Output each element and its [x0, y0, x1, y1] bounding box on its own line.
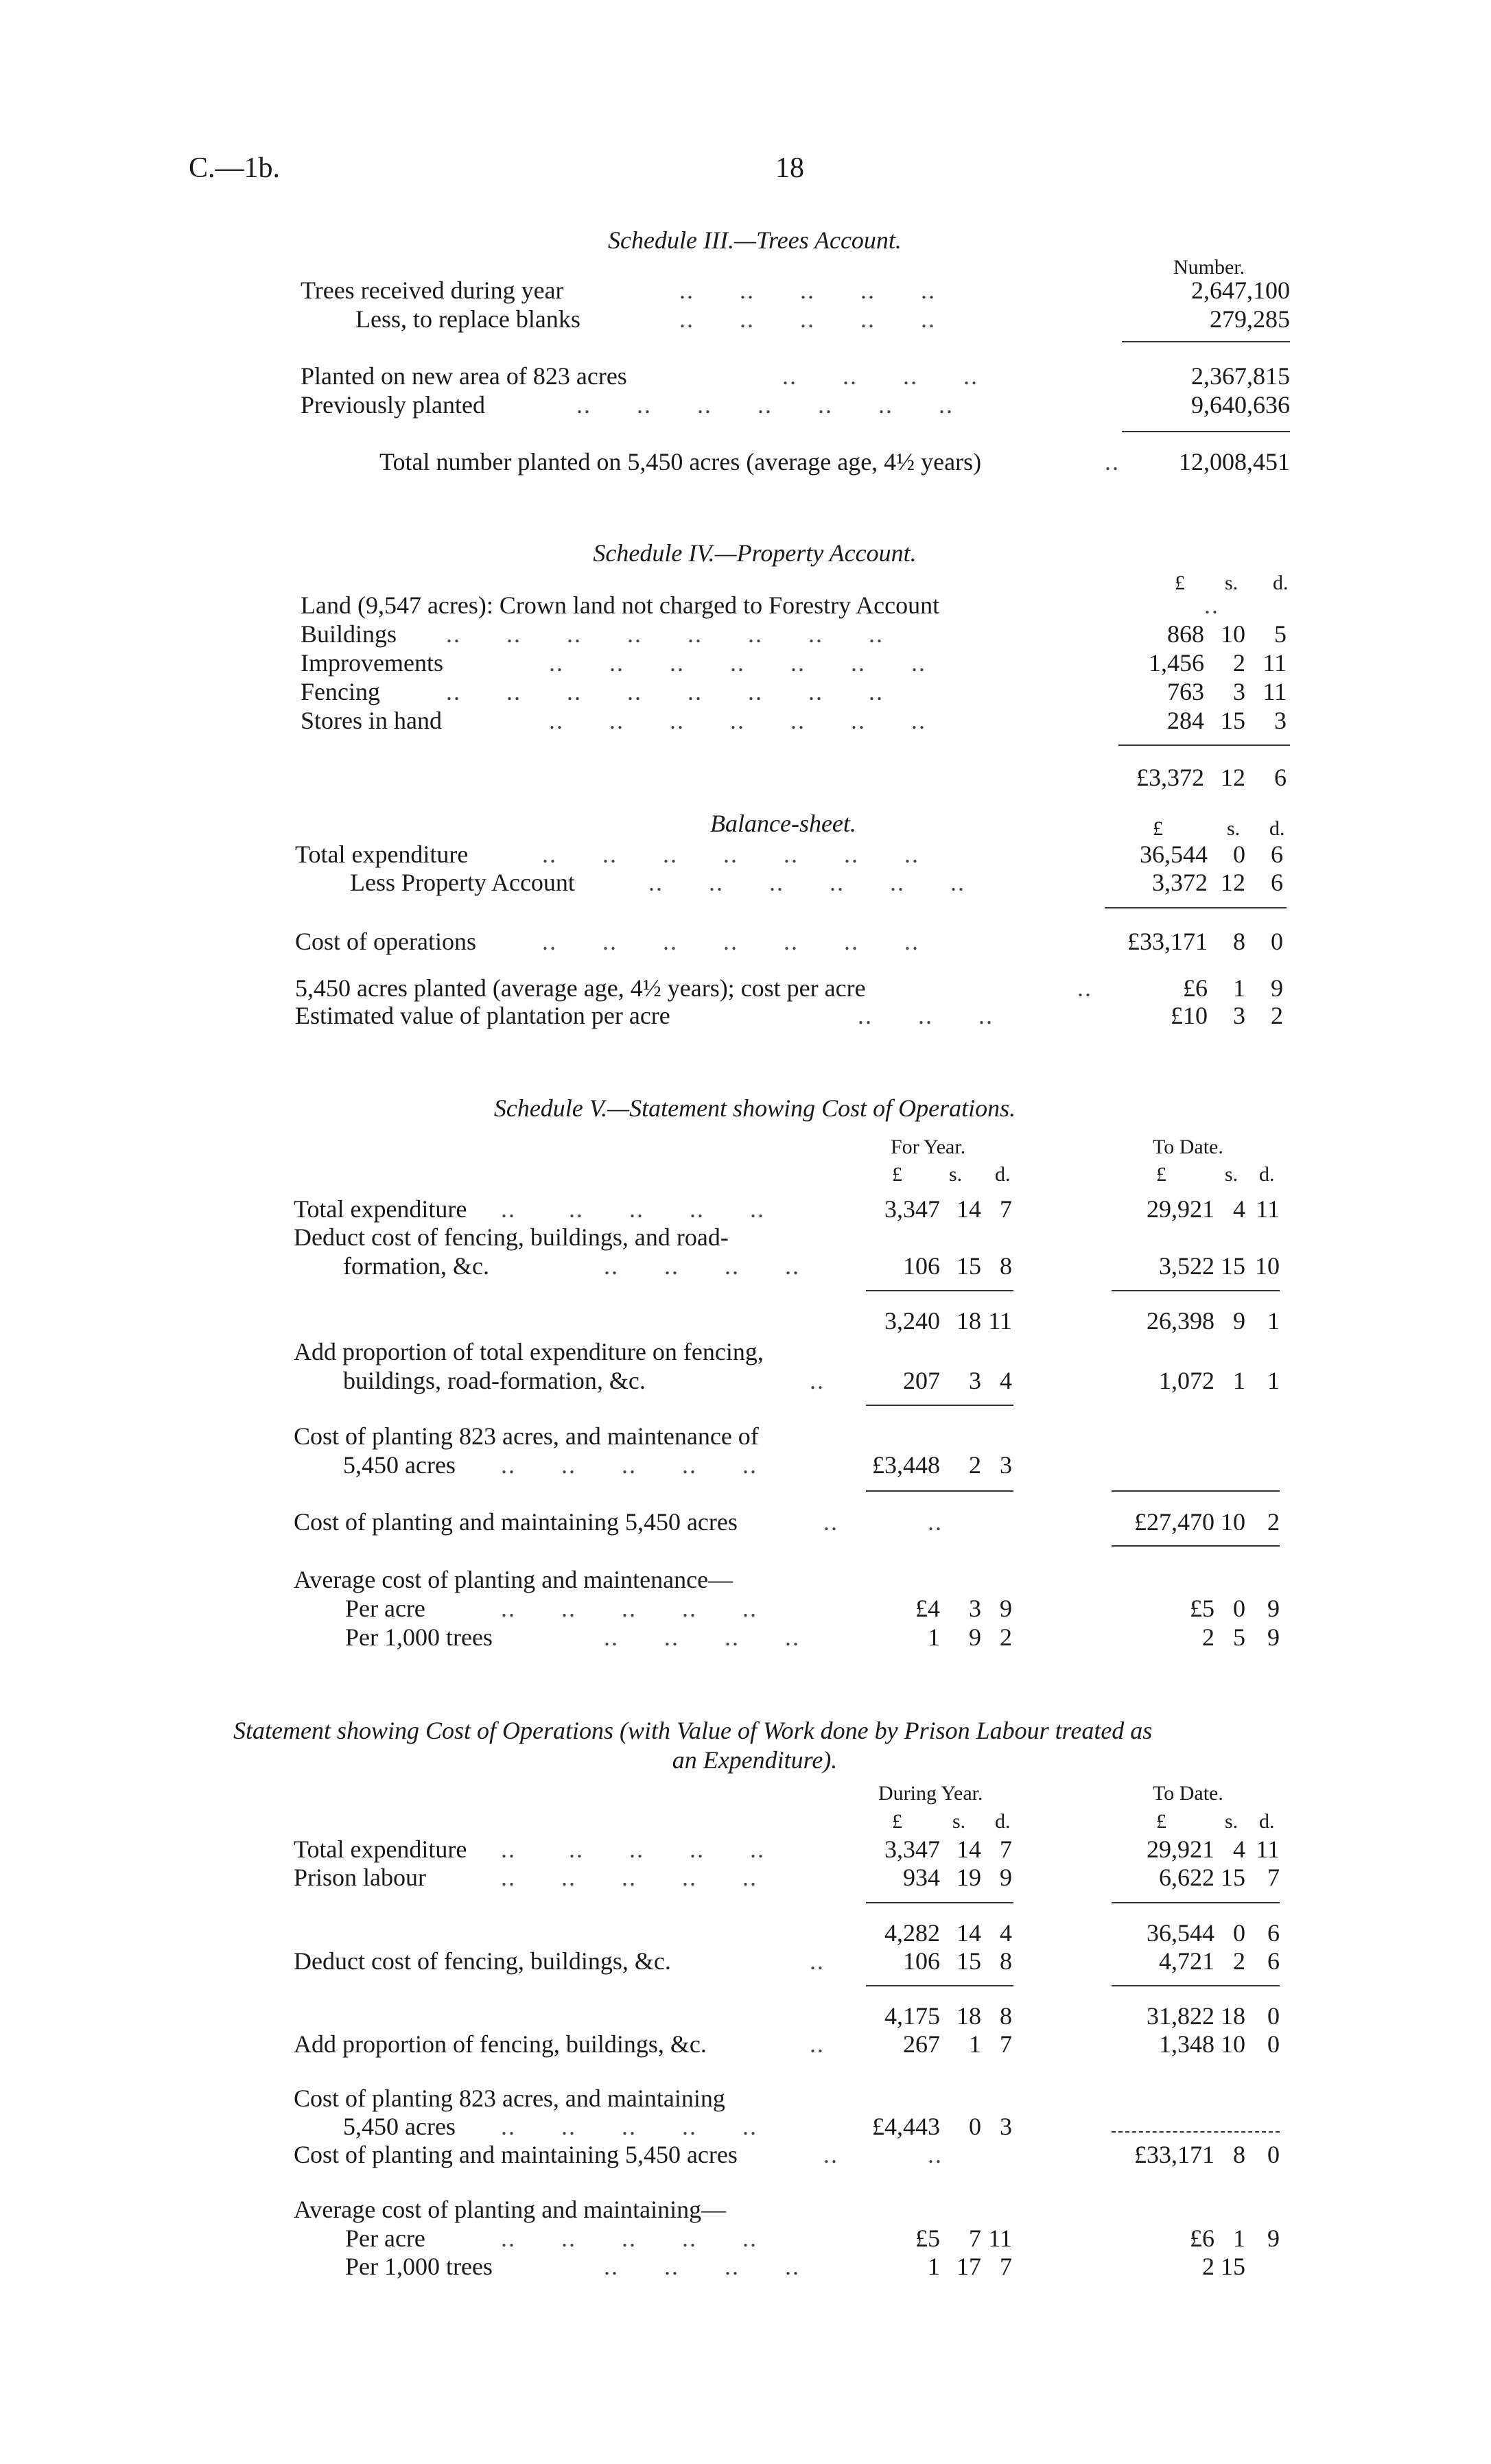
bs-pounds: 3,372: [1152, 869, 1208, 896]
s4-shillings: 3: [1233, 678, 1245, 705]
s4-pence: 3: [1274, 707, 1287, 734]
s5-date-shillings: 0: [1233, 1595, 1245, 1622]
leader-dots: ..: [810, 2030, 825, 2058]
bs-row-label: 5,450 acres planted (average age, 4½ years); cost per acre: [295, 974, 866, 1002]
s6-date-shillings: 2: [1233, 1947, 1245, 1975]
s6-year-shillings: 18: [956, 2002, 981, 2030]
leader-dots: .. .. .. ..: [782, 362, 978, 390]
s3-total-value: 12,008,451: [1179, 448, 1290, 476]
s4-row-label: Buildings: [301, 620, 397, 648]
s5-year-shillings: 9: [969, 1623, 981, 1651]
s4-pence: 11: [1263, 678, 1287, 705]
s4-total-pence: 6: [1274, 764, 1287, 791]
s6-row-label: Cost of planting and maintaining 5,450 acres: [294, 2141, 738, 2168]
s6-year-pounds: 106: [903, 1947, 940, 1975]
s5-date-pence: 9: [1267, 1623, 1280, 1651]
s5-row-label: Cost of planting and maintaining 5,450 acres: [294, 1508, 738, 1536]
s6-date-pounds: £33,171: [1134, 2141, 1214, 2168]
s4-shillings: 15: [1221, 707, 1245, 734]
s5-row-label: Per acre: [345, 1595, 425, 1622]
page-number: 18: [775, 152, 804, 184]
s6-year-shillings: 14: [956, 1919, 981, 1947]
s4-col-pound: £: [1175, 572, 1185, 594]
s6-row-label: Prison labour: [294, 1864, 426, 1891]
s5-year-pence: 7: [1000, 1195, 1012, 1223]
s6-date-pounds: 29,921: [1147, 1835, 1214, 1863]
s5-date-shillings: 9: [1233, 1307, 1245, 1335]
schedule-4-title: Schedule IV.—Property Account.: [593, 539, 917, 567]
s5-date-pence: d.: [1259, 1163, 1275, 1186]
s6-row-label: Per acre: [345, 2225, 425, 2252]
leader-dots: .. .. .. .. ..: [501, 1864, 758, 1891]
s5-date-pence: 2: [1267, 1508, 1280, 1536]
leader-dots: ..: [810, 1367, 825, 1394]
s6-year-pence: 7: [1000, 2030, 1012, 2058]
leader-dots: .. .. .. .. .. .. .. ..: [446, 620, 884, 648]
s5-year-pence: 4: [1000, 1367, 1012, 1394]
s5-year-pounds: £4: [915, 1595, 940, 1622]
s4-pounds: 1,456: [1149, 649, 1204, 677]
bs-row-label: Estimated value of plantation per acre: [295, 1002, 670, 1029]
s6-year-shillings: 14: [956, 1835, 981, 1863]
s6-row-label: Cost of planting 823 acres, and maintaining: [294, 2085, 725, 2112]
s5-year-pence: 8: [1000, 1252, 1012, 1280]
s6-year-pence: 8: [1000, 1947, 1012, 1975]
s5-row-label: Cost of planting 823 acres, and maintenance of: [294, 1422, 759, 1450]
s5-year-pound: £: [892, 1163, 902, 1186]
s5-date-shillings: 10: [1221, 1508, 1245, 1536]
s5-year-shillings: s.: [949, 1163, 963, 1186]
s5-row-label: Per 1,000 trees: [345, 1623, 493, 1651]
bs-pence: 9: [1271, 974, 1283, 1002]
s5-year-shillings: 15: [956, 1252, 981, 1280]
s6-date-shillings: 0: [1233, 1919, 1245, 1947]
s3-row-label: Less, to replace blanks: [355, 305, 580, 333]
sum-rule: [1112, 2131, 1280, 2133]
s5-year-shillings: 3: [969, 1367, 981, 1394]
sum-rule: [866, 1490, 1013, 1492]
s5-row-label-cont: buildings, road-formation, &c.: [343, 1367, 646, 1394]
s3-number-header: Number.: [1173, 256, 1245, 279]
sum-rule: [1112, 1902, 1280, 1903]
s6-year-pounds: 1: [928, 2253, 940, 2280]
s5-year-pence: 9: [1000, 1595, 1012, 1622]
s5-date-pound: £: [1156, 1163, 1166, 1186]
bs-pounds: 36,544: [1140, 841, 1208, 868]
s5-year-pounds: 207: [903, 1367, 940, 1394]
s5-date-shillings: 15: [1221, 1252, 1245, 1280]
s6-date-pounds: £6: [1190, 2225, 1214, 2252]
s5-date-pence: 11: [1256, 1195, 1280, 1223]
s5-col-to-date: To Date.: [1153, 1136, 1223, 1158]
leader-dots: .. .. .. .. .. .. ..: [549, 649, 926, 677]
leader-dots: ..: [810, 1947, 825, 1975]
s6-year-shillings: 17: [956, 2253, 981, 2280]
s5-row-label: Add proportion of total expenditure on fencing,: [294, 1338, 764, 1365]
s6-row-label-cont: 5,450 acres: [343, 2113, 456, 2140]
s6-year-shillings: 15: [956, 1947, 981, 1975]
s6-year-pence: 7: [1000, 1835, 1012, 1863]
s5-date-pounds: 2: [1202, 1623, 1214, 1651]
bs-col-pence: d.: [1269, 817, 1285, 840]
s6-year-shillings: 19: [956, 1864, 981, 1891]
s6-date-shillings: 15: [1221, 1864, 1245, 1891]
bs-row-label: Cost of operations: [295, 928, 476, 955]
s6-date-shillings: 1: [1233, 2225, 1245, 2252]
s3-row-label: Planted on new area of 823 acres: [301, 362, 627, 390]
s5-year-shillings: 3: [969, 1595, 981, 1622]
s5-date-pence: 10: [1255, 1252, 1280, 1280]
s5-year-shillings: 18: [956, 1307, 981, 1335]
sum-rule: [866, 1290, 1013, 1291]
s4-pounds: 763: [1167, 678, 1204, 705]
leader-dots: .. .. .. .. .. .. ..: [576, 391, 954, 419]
s5-row-label: Total expenditure: [294, 1195, 467, 1223]
s4-pence: 11: [1263, 649, 1287, 677]
bs-pence: 6: [1271, 869, 1283, 896]
s6-year-pence: d.: [995, 1810, 1011, 1833]
s6-row-label: Add proportion of fencing, buildings, &c.: [294, 2030, 707, 2058]
s6-date-pence: 0: [1267, 2002, 1280, 2030]
s6-year-pence: 8: [1000, 2002, 1012, 2030]
s6-year-pence: 9: [1000, 1864, 1012, 1891]
s5-year-pence: 11: [988, 1307, 1012, 1335]
s6-year-pence: 11: [988, 2225, 1012, 2252]
s5-year-pounds: 3,347: [884, 1195, 940, 1223]
s5-date-pounds: £27,470: [1134, 1508, 1214, 1536]
leader-dots: .. .. .. .. .. .. ..: [542, 928, 919, 955]
s6-year-pence: 3: [1000, 2113, 1012, 2140]
s6-date-shillings: 18: [1221, 2002, 1245, 2030]
s6-date-pounds: 36,544: [1147, 1919, 1214, 1947]
s6-year-pounds: 267: [903, 2030, 940, 2058]
schedule-3-title: Schedule III.—Trees Account.: [608, 226, 902, 254]
sum-rule: [866, 1902, 1013, 1903]
s5-date-pence: 1: [1267, 1367, 1280, 1394]
leader-dots: ..: [1105, 448, 1120, 476]
s5-date-shillings: s.: [1225, 1163, 1238, 1186]
page-reference: C.—1b.: [189, 152, 281, 184]
leader-dots: .. .. .. .. .. ..: [648, 869, 965, 896]
s5-col-for-year: For Year.: [891, 1136, 966, 1158]
s5-row-label: Deduct cost of fencing, buildings, and road-: [294, 1223, 729, 1251]
s5-date-pence: 9: [1267, 1595, 1280, 1622]
sum-rule: [866, 1405, 1013, 1406]
leader-dots: .. .. .. ..: [604, 1252, 800, 1280]
s5-year-shillings: 2: [969, 1451, 981, 1479]
bs-shillings: 3: [1233, 1002, 1245, 1029]
s4-pounds: 868: [1167, 620, 1204, 648]
s3-row-value: 2,647,100: [1191, 277, 1290, 304]
s6-year-pounds: 934: [903, 1864, 940, 1891]
s3-row-value: 9,640,636: [1191, 391, 1290, 419]
s5-year-pence: d.: [995, 1163, 1011, 1186]
bs-pounds: £33,171: [1127, 928, 1208, 955]
s4-pence: 5: [1274, 620, 1287, 648]
s6-year-pounds: £5: [915, 2225, 940, 2252]
year-placeholder-dots: ..: [928, 1508, 943, 1536]
s6-date-pounds: 4,721: [1159, 1947, 1214, 1975]
bs-pence: 2: [1271, 1002, 1283, 1029]
s6-date-shillings: 8: [1233, 2141, 1245, 2168]
s6-row-label: Average cost of planting and maintaining—: [294, 2196, 727, 2223]
s5-row-label-cont: 5,450 acres: [343, 1451, 456, 1479]
statement-title: Statement showing Cost of Operations (with Value of Work done by Prison Labour treated as: [233, 1717, 1153, 1744]
s3-row-value: 2,367,815: [1191, 362, 1290, 390]
s6-year-shillings: 0: [969, 2113, 981, 2140]
s5-year-pounds: £3,448: [872, 1451, 940, 1479]
s3-row-label: Previously planted: [301, 391, 485, 419]
s4-row-label: Fencing: [301, 678, 380, 705]
leader-dots: ..: [823, 1508, 838, 1536]
s4-pounds: 284: [1167, 707, 1204, 734]
sum-rule: [866, 1985, 1013, 1986]
sum-rule: [1105, 907, 1287, 908]
s6-date-pence: 0: [1267, 2141, 1280, 2168]
s6-date-shillings: s.: [1225, 1810, 1238, 1833]
s5-row-label-cont: formation, &c.: [343, 1252, 489, 1280]
s3-row-value: 279,285: [1210, 305, 1290, 333]
leader-dots: ..: [823, 2141, 838, 2168]
s5-date-pounds: £5: [1190, 1595, 1214, 1622]
s6-date-pence: 6: [1267, 1947, 1280, 1975]
bs-col-shillings: s.: [1227, 817, 1241, 840]
s6-date-shillings: 4: [1233, 1835, 1245, 1863]
sum-rule: [1112, 1290, 1280, 1291]
s5-date-pence: 1: [1267, 1307, 1280, 1335]
s6-year-pounds: £4,443: [872, 2113, 940, 2140]
s4-col-shillings: s.: [1225, 572, 1238, 594]
leader-dots: .. .. .. .. ..: [501, 1835, 765, 1863]
bs-pounds: £6: [1183, 974, 1208, 1002]
s5-date-pounds: 26,398: [1147, 1307, 1214, 1335]
leader-dots: .. .. .. .. .. .. ..: [542, 841, 919, 868]
leader-dots: .. .. .. ..: [604, 2253, 800, 2280]
s6-year-pound: £: [892, 1810, 902, 1833]
s6-date-pence: 11: [1256, 1835, 1280, 1863]
s4-row-label: Improvements: [301, 649, 443, 677]
bs-shillings: 1: [1233, 974, 1245, 1002]
balance-sheet-title: Balance-sheet.: [710, 810, 856, 837]
s6-date-pence: 6: [1267, 1919, 1280, 1947]
s6-date-pence: 9: [1267, 2225, 1280, 2252]
s6-year-pounds: 4,175: [884, 2002, 940, 2030]
s5-date-shillings: 1: [1233, 1367, 1245, 1394]
s5-date-pounds: 29,921: [1147, 1195, 1214, 1223]
s3-total-label: Total number planted on 5,450 acres (average age, 4½ years): [379, 448, 982, 476]
s6-row-label: Per 1,000 trees: [345, 2253, 493, 2280]
schedule-5-title: Schedule V.—Statement showing Cost of Operations.: [493, 1094, 1016, 1122]
leader-dots: .. .. .. .. .. .. .. ..: [446, 678, 884, 705]
sum-rule: [1122, 341, 1290, 342]
s5-date-shillings: 5: [1233, 1623, 1245, 1651]
s6-date-pounds: 2: [1202, 2253, 1214, 2280]
s5-year-shillings: 14: [956, 1195, 981, 1223]
s4-row-label: Stores in hand: [301, 707, 442, 734]
sum-rule: [1112, 1490, 1280, 1492]
s6-date-pence: d.: [1259, 1810, 1275, 1833]
s5-date-pounds: 3,522: [1159, 1252, 1214, 1280]
bs-pounds: £10: [1171, 1002, 1208, 1029]
s6-date-pence: 0: [1267, 2030, 1280, 2058]
s6-year-pence: 4: [1000, 1919, 1012, 1947]
leader-dots: .. .. .. .. .. .. ..: [549, 707, 926, 734]
s6-date-pence: 7: [1267, 1864, 1280, 1891]
sum-rule: [1112, 1545, 1280, 1547]
leader-dots: .. .. .. .. ..: [501, 2113, 758, 2140]
sum-rule: [1122, 431, 1290, 432]
leader-dots: .. .. .. ..: [604, 1623, 800, 1651]
bs-col-pound: £: [1153, 817, 1163, 840]
statement-title-cont: an Expenditure).: [672, 1746, 838, 1774]
s5-date-shillings: 4: [1233, 1195, 1245, 1223]
s6-year-shillings: s.: [952, 1810, 966, 1833]
s6-date-pounds: 31,822: [1147, 2002, 1214, 2030]
s6-date-pounds: 1,348: [1159, 2030, 1214, 2058]
bs-shillings: 12: [1221, 869, 1245, 896]
s5-year-pounds: 3,240: [884, 1307, 940, 1335]
s6-date-shillings: 15: [1221, 2253, 1245, 2280]
s5-row-label: Average cost of planting and maintenance—: [294, 1566, 733, 1593]
year-placeholder-dots: ..: [928, 2141, 943, 2168]
s6-row-label: Deduct cost of fencing, buildings, &c.: [294, 1947, 671, 1975]
sum-rule: [1118, 744, 1290, 746]
s6-date-pound: £: [1156, 1810, 1166, 1833]
s6-row-label: Total expenditure: [294, 1835, 467, 1863]
s4-col-pence: d.: [1273, 572, 1289, 594]
leader-dots: ..: [1204, 591, 1219, 619]
s5-year-pence: 3: [1000, 1451, 1012, 1479]
s6-year-pence: 7: [1000, 2253, 1012, 2280]
s5-date-pounds: 1,072: [1159, 1367, 1214, 1394]
s3-row-label: Trees received during year: [301, 277, 564, 304]
s4-shillings: 2: [1233, 649, 1245, 677]
bs-pence: 0: [1271, 928, 1283, 955]
s5-year-pounds: 1: [928, 1623, 940, 1651]
leader-dots: .. .. .. .. ..: [501, 1595, 758, 1622]
s4-shillings: 10: [1221, 620, 1245, 648]
bs-pence: 6: [1271, 841, 1283, 868]
leader-dots: .. .. .. .. ..: [501, 1451, 758, 1479]
bs-shillings: 8: [1233, 928, 1245, 955]
bs-row-label: Total expenditure: [295, 841, 469, 868]
s6-year-shillings: 1: [969, 2030, 981, 2058]
leader-dots: .. .. .. .. ..: [679, 305, 936, 333]
bs-shillings: 0: [1233, 841, 1245, 868]
s6-col-to-date: To Date.: [1153, 1782, 1223, 1805]
s4-total-shillings: 12: [1221, 764, 1245, 791]
sum-rule: [1112, 1985, 1280, 1986]
leader-dots: .. .. ..: [858, 1002, 994, 1029]
leader-dots: .. .. .. .. ..: [501, 1195, 765, 1223]
s4-land-row: Land (9,547 acres): Crown land not charged to Forestry Account: [301, 591, 940, 619]
leader-dots: ..: [1077, 974, 1092, 1002]
s6-date-pounds: 6,622: [1159, 1864, 1214, 1891]
s6-year-pounds: 3,347: [884, 1835, 940, 1863]
s6-col-during-year: During Year.: [878, 1782, 983, 1805]
leader-dots: .. .. .. .. ..: [501, 2225, 758, 2252]
s6-year-pounds: 4,282: [884, 1919, 940, 1947]
leader-dots: .. .. .. .. ..: [679, 277, 936, 304]
bs-row-label: Less Property Account: [350, 869, 575, 896]
s6-year-shillings: 7: [969, 2225, 981, 2252]
s6-date-shillings: 10: [1221, 2030, 1245, 2058]
s4-total-pounds: £3,372: [1136, 764, 1204, 791]
s5-year-pence: 2: [1000, 1623, 1012, 1651]
s5-year-pounds: 106: [903, 1252, 940, 1280]
